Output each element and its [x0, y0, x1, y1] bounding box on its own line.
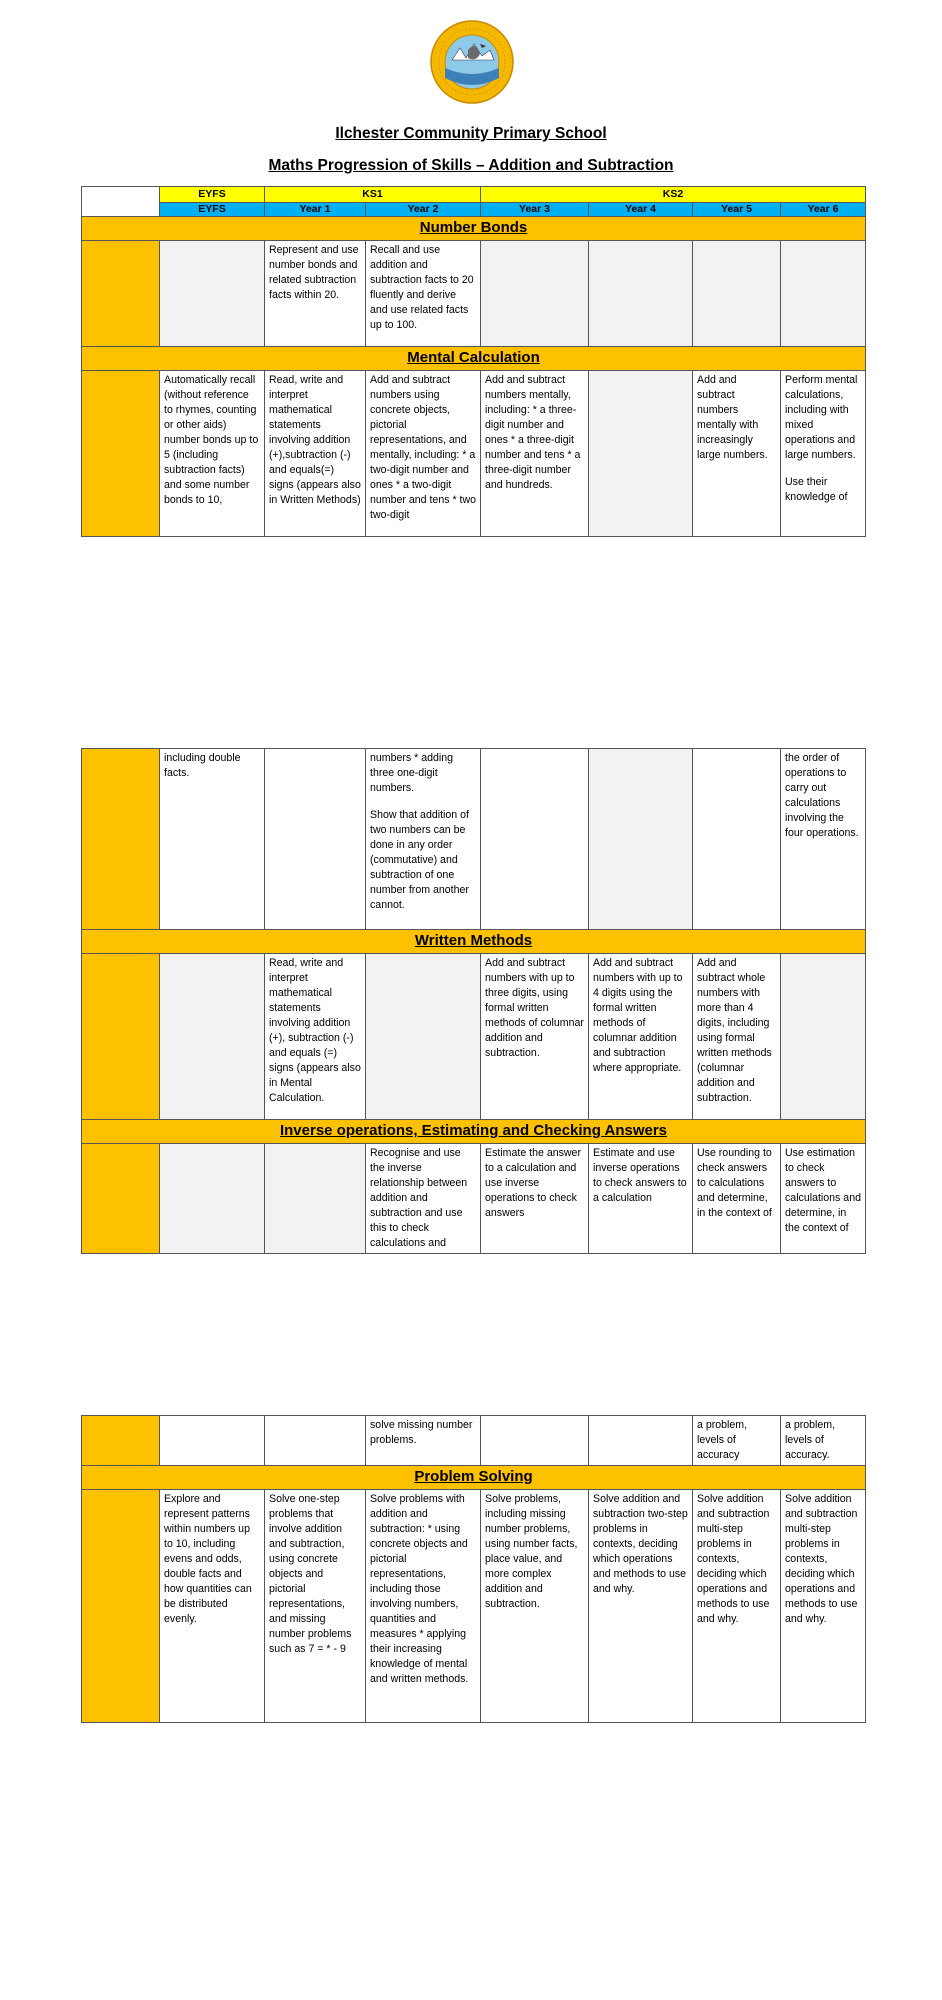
- cell-eyfs: [160, 1416, 265, 1466]
- cell-year1: Solve one-step problems that involve addition and subtraction, using concrete objects and pictorial representations, and missing number problems such as 7 = * - 9: [265, 1490, 366, 1723]
- cell-year3: Solve problems, including missing number problems, using number facts, place value, and more complex addition and subtraction.: [481, 1490, 589, 1723]
- cell-year4: [589, 371, 693, 537]
- cell-year2-text-b: Show that addition of two numbers can be done in any order (commutative) and subtraction of one number from another cannot.: [370, 809, 469, 911]
- cell-year2: [366, 954, 481, 1120]
- cell-year1: [265, 749, 366, 930]
- section-title-number-bonds: Number Bonds: [82, 217, 866, 241]
- year-header-row: [82, 203, 866, 217]
- cell-eyfs: including double facts.: [160, 749, 265, 930]
- cell-year5: Add and subtract numbers mentally with increasingly large numbers.: [693, 371, 781, 537]
- year-header-year4: Year 4: [589, 203, 693, 217]
- cell-year5: Add and subtract whole numbers with more than 4 digits, including using formal written methods (columnar addition and subtraction.: [693, 954, 781, 1120]
- mental-calculation-row-continued: [82, 749, 866, 930]
- cell-year6: a problem, levels of accuracy.: [781, 1416, 866, 1466]
- number-bonds-row: [82, 241, 866, 347]
- school-logo: [430, 20, 514, 104]
- cell-year3: [481, 1416, 589, 1466]
- cell-eyfs: Automatically recall (without reference to rhymes, counting or other aids) number bonds up to 5 (including subtraction facts) and some number bonds to 10,: [160, 371, 265, 537]
- document-title: Maths Progression of Skills – Addition and Subtraction: [268, 157, 674, 174]
- progression-table-part-3: [81, 1415, 865, 1723]
- section-title-mental-calculation: Mental Calculation: [82, 347, 866, 371]
- cell-eyfs: [160, 241, 265, 347]
- row-label-cell: [82, 371, 160, 537]
- cell-year2: [366, 749, 481, 930]
- year-header-eyfs: EYFS: [160, 203, 265, 217]
- section-title-inverse-operations: Inverse operations, Estimating and Checking Answers: [82, 1120, 866, 1144]
- cell-year4: [589, 749, 693, 930]
- cell-year2: Recognise and use the inverse relationship between addition and subtraction and use this to check calculations and: [366, 1144, 481, 1254]
- cell-year1: [265, 1144, 366, 1254]
- cell-year5: Solve addition and subtraction multi-step problems in contexts, deciding which operations and methods to use and why.: [693, 1490, 781, 1723]
- year-header-year3: Year 3: [481, 203, 589, 217]
- progression-table-part-2: [81, 748, 865, 1254]
- progression-table-part-1: [81, 186, 865, 537]
- row-label-cell: [82, 241, 160, 347]
- inverse-operations-row-continued: [82, 1416, 866, 1466]
- row-label-cell: [82, 1144, 160, 1254]
- cell-year6: [781, 371, 866, 537]
- year-header-year6: Year 6: [781, 203, 866, 217]
- row-label-cell: [82, 749, 160, 930]
- cell-year3: Add and subtract numbers mentally, including: * a three-digit number and ones * a three-digit number and tens * a three-digit number and hundreds.: [481, 371, 589, 537]
- stage-header-row: [82, 187, 866, 203]
- cell-year3: Estimate the answer to a calculation and use inverse operations to check answers: [481, 1144, 589, 1254]
- row-label-cell: [82, 954, 160, 1120]
- cell-year4: Add and subtract numbers with up to 4 digits using the formal written methods of columnar addition and subtraction where appropriate.: [589, 954, 693, 1120]
- cell-year3: Add and subtract numbers with up to three digits, using formal written methods of columnar addition and subtraction.: [481, 954, 589, 1120]
- cell-year4: Estimate and use inverse operations to check answers to a calculation: [589, 1144, 693, 1254]
- mental-calculation-row: [82, 371, 866, 537]
- row-label-cell: [82, 1490, 160, 1723]
- cell-year5: [693, 241, 781, 347]
- cell-year1: [265, 1416, 366, 1466]
- cell-eyfs: [160, 1144, 265, 1254]
- section-title-written-methods: Written Methods: [82, 930, 866, 954]
- cell-year6: the order of operations to carry out calculations involving the four operations.: [781, 749, 866, 930]
- stage-header-eyfs: EYFS: [160, 187, 265, 203]
- cell-year2: Add and subtract numbers using concrete objects, pictorial representations, and mentally, including: * a two-digit number and ones * a two-digit number and tens * two two-digit: [366, 371, 481, 537]
- cell-year6-text-b: Use their knowledge of: [785, 476, 848, 503]
- cell-year5: Use rounding to check answers to calculations and determine, in the context of: [693, 1144, 781, 1254]
- stage-header-ks1: KS1: [265, 187, 481, 203]
- inverse-operations-row: [82, 1144, 866, 1254]
- year-header-year5: Year 5: [693, 203, 781, 217]
- cell-year6: Use estimation to check answers to calculations and determine, in the context of: [781, 1144, 866, 1254]
- cell-year1: Read, write and interpret mathematical statements involving addition (+), subtraction (-) and equals (=) signs (appears also in Mental Calculation.: [265, 954, 366, 1120]
- cell-year4: [589, 241, 693, 347]
- cell-year6: Solve addition and subtraction multi-step problems in contexts, deciding which operations and methods to use and why.: [781, 1490, 866, 1723]
- row-label-cell: [82, 1416, 160, 1466]
- year-header-year1: Year 1: [265, 203, 366, 217]
- cell-year1: Read, write and interpret mathematical statements involving addition (+),subtraction (-) and equals(=) signs (appears also in Written Methods): [265, 371, 366, 537]
- cell-year2: solve missing number problems.: [366, 1416, 481, 1466]
- corner-cell: [82, 187, 160, 217]
- school-name: Ilchester Community Primary School: [335, 125, 607, 142]
- cell-year4: Solve addition and subtraction two-step problems in contexts, deciding which operations and methods to use and why.: [589, 1490, 693, 1723]
- cell-year2: Solve problems with addition and subtraction: * using concrete objects and pictorial representations, including those involving numbers, quantities and measures * applying their increasing knowledge of mental and written methods.: [366, 1490, 481, 1723]
- cell-year5: a problem, levels of accuracy: [693, 1416, 781, 1466]
- cell-eyfs: [160, 954, 265, 1120]
- cell-year3: [481, 241, 589, 347]
- cell-year3: [481, 749, 589, 930]
- cell-year6-text-a: Perform mental calculations, including with mixed operations and large numbers.: [785, 374, 858, 461]
- cell-year6: [781, 954, 866, 1120]
- problem-solving-row: [82, 1490, 866, 1723]
- cell-year1: Represent and use number bonds and related subtraction facts within 20.: [265, 241, 366, 347]
- cell-eyfs: Explore and represent patterns within numbers up to 10, including evens and odds, double facts and how quantities can be distributed evenly.: [160, 1490, 265, 1723]
- cell-year5: [693, 749, 781, 930]
- cell-year2: Recall and use addition and subtraction facts to 20 fluently and derive and use related facts up to 100.: [366, 241, 481, 347]
- written-methods-row: [82, 954, 866, 1120]
- cell-year4: [589, 1416, 693, 1466]
- cell-year6: [781, 241, 866, 347]
- year-header-year2: Year 2: [366, 203, 481, 217]
- cell-year2-text-a: numbers * adding three one-digit numbers.: [370, 752, 454, 794]
- section-title-problem-solving: Problem Solving: [82, 1466, 866, 1490]
- stage-header-ks2: KS2: [481, 187, 866, 203]
